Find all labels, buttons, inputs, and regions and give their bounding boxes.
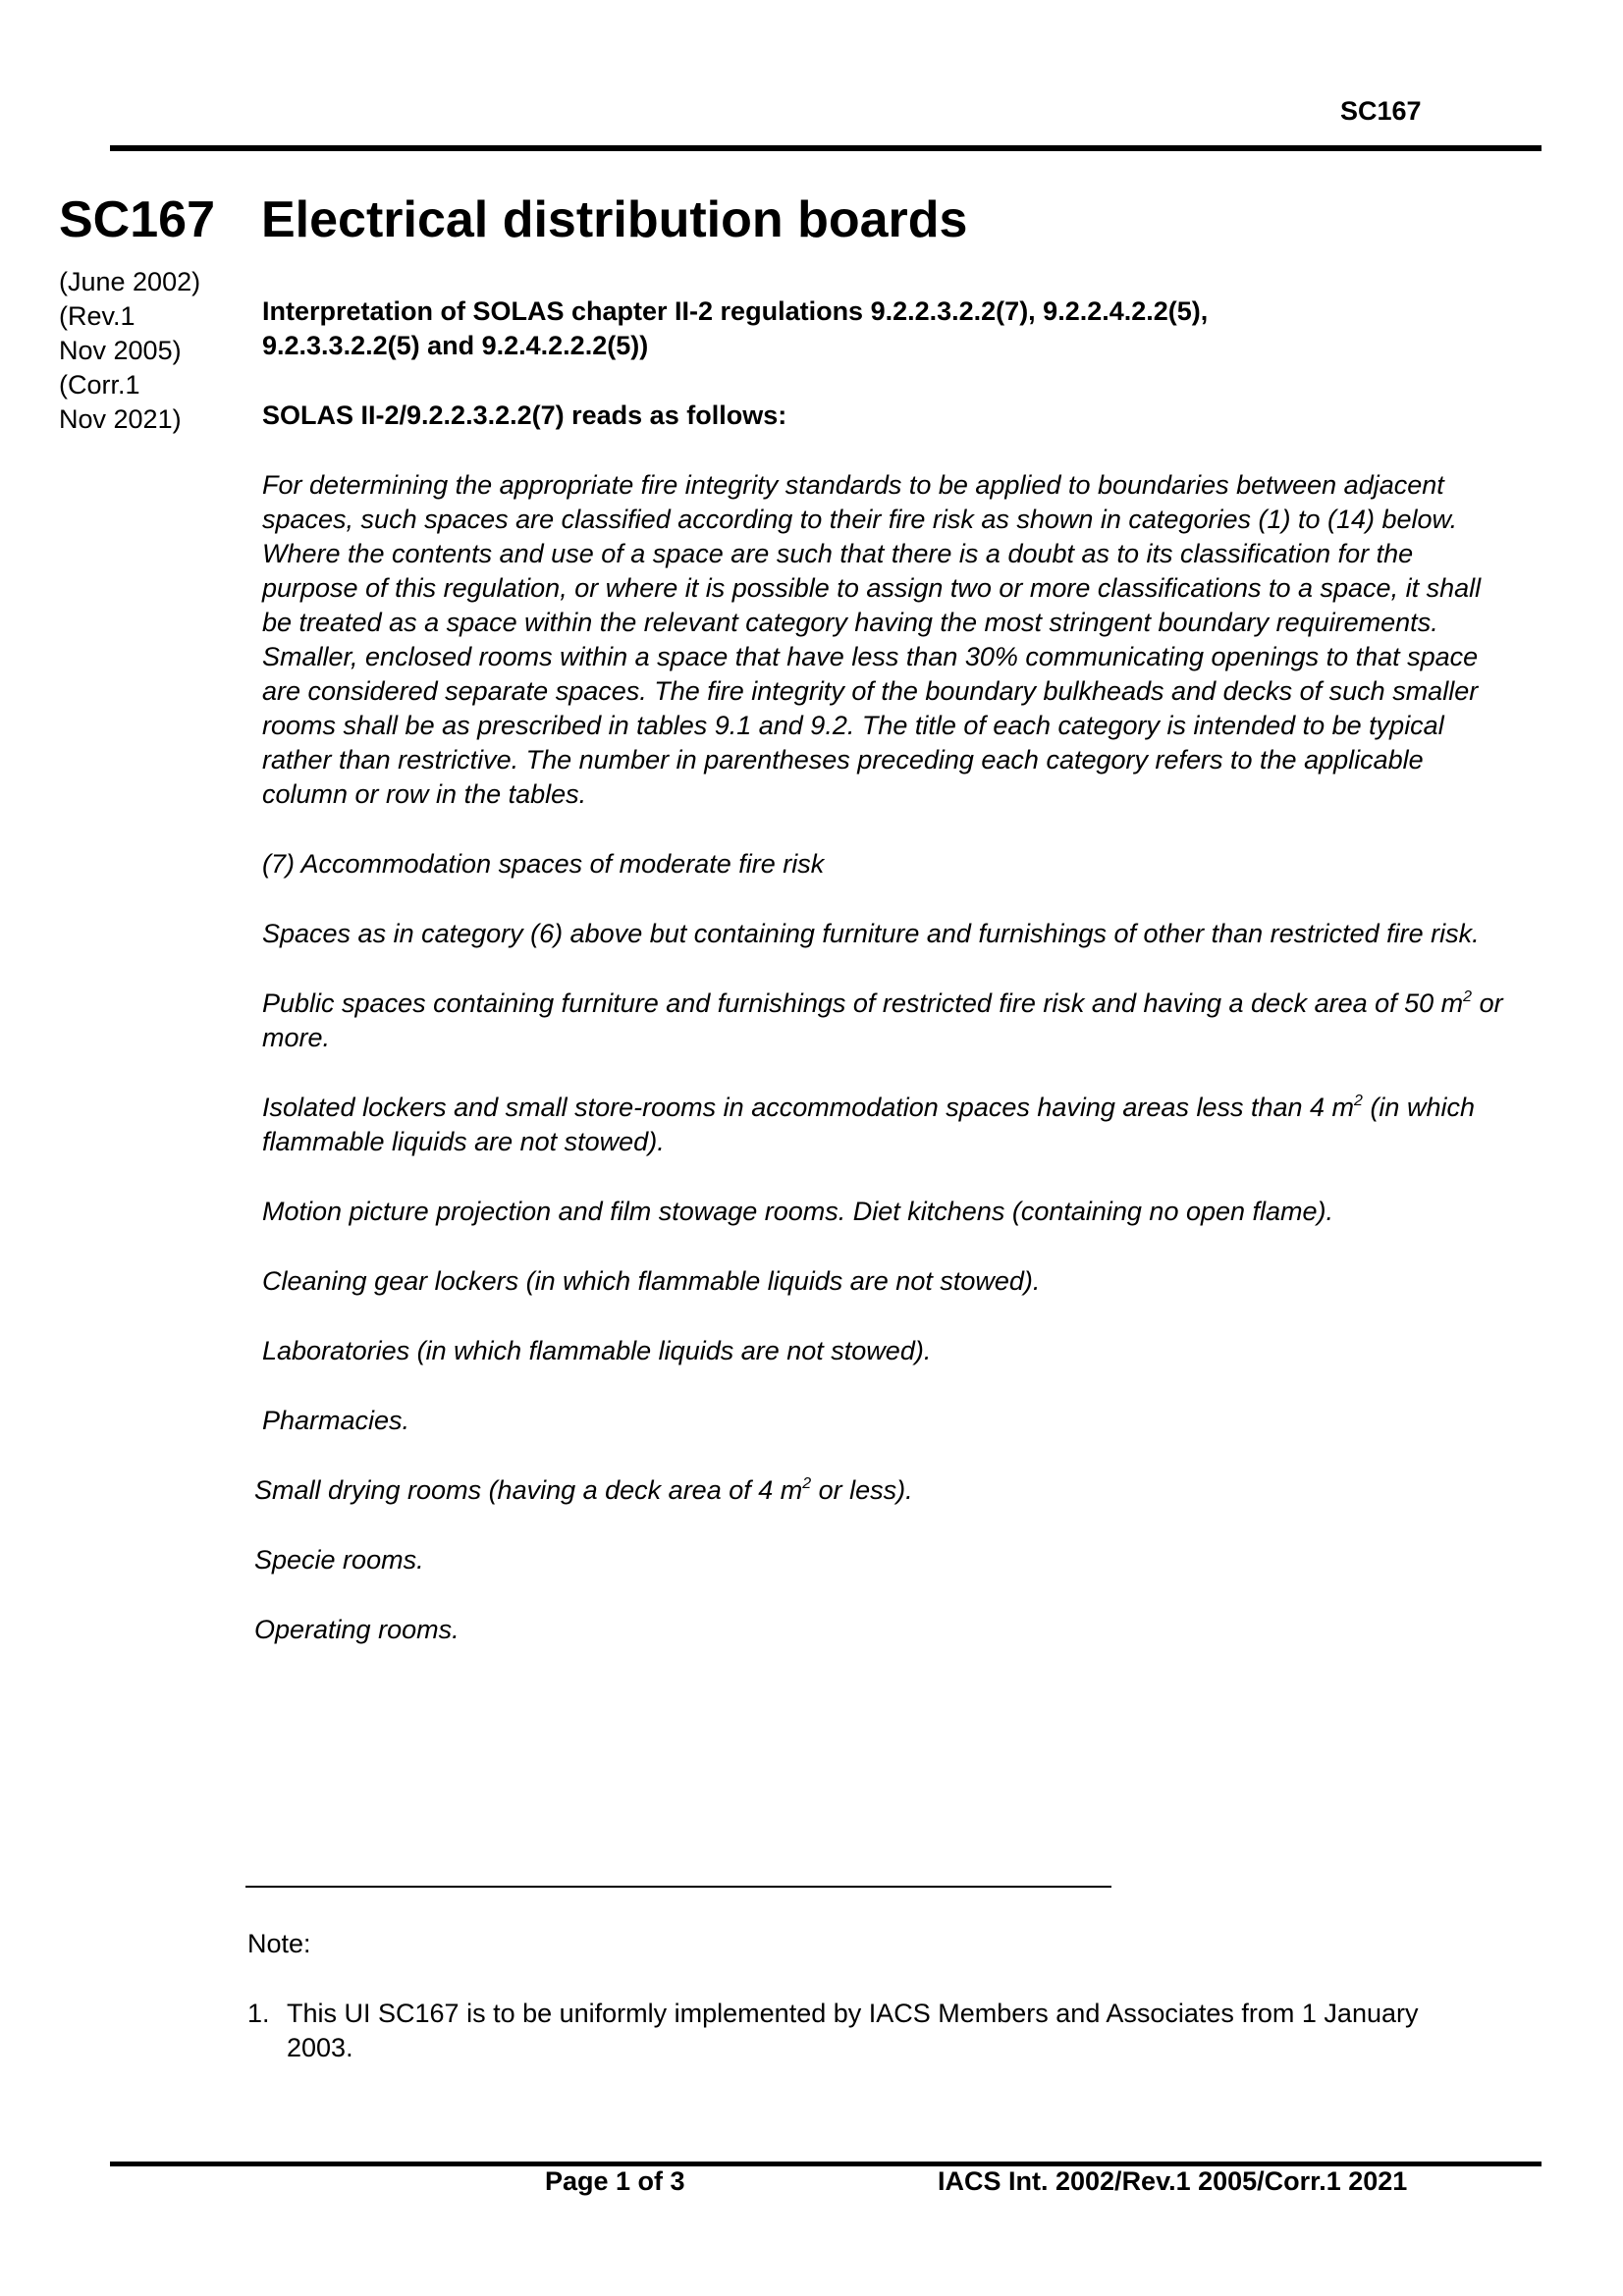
document-reference: IACS Int. 2002/Rev.1 2005/Corr.1 2021 — [938, 2166, 1408, 2196]
category-item: Isolated lockers and small store-rooms in accommodation spaces having areas less than 4 $m^2$ (in which flammable liquids are not stowed). — [262, 1093, 1475, 1156]
interpretation-heading — [262, 294, 1504, 363]
category-item: Laboratories (in which flammable liquids are not stowed). — [262, 1336, 932, 1365]
interpretation-line-2: 9.2.3.3.2.2(5) and 9.2.4.2.2.2(5)) — [262, 331, 649, 360]
category-item: Pharmacies. — [262, 1406, 410, 1435]
interpretation-line-1: Interpretation of SOLAS chapter II-2 regulations 9.2.2.3.2.2(7), 9.2.2.4.2.2(5), — [262, 296, 1209, 326]
category-item: Public spaces containing furniture and furnishings of restricted fire risk and having a deck area of 50 $m^2$ or more. — [262, 988, 1503, 1052]
category-item: Operating rooms. — [254, 1615, 460, 1644]
note-number: 1. — [247, 1999, 270, 2028]
revision-line: (June 2002) — [59, 267, 201, 296]
note-text: This UI SC167 is to be uniformly implemented by IACS Members and Associates from 1 January 2003. — [287, 1999, 1419, 2062]
main-content — [254, 294, 1504, 1647]
footnote-rule — [245, 1886, 1111, 1888]
revision-line: Nov 2021) — [59, 404, 182, 434]
revision-line: Nov 2005) — [59, 336, 182, 365]
category-item: Spaces as in category (6) above but containing furniture and furnishings of other than restricted fire risk. — [262, 919, 1480, 948]
document-code: SC167 — [59, 191, 215, 248]
revision-line: (Corr.1 — [59, 370, 140, 400]
document-title: Electrical distribution boards — [261, 191, 968, 248]
header-rule — [110, 145, 1542, 151]
category-title: (7) Accommodation spaces of moderate fire risk — [262, 849, 825, 879]
revision-history — [59, 265, 200, 437]
category-item: Cleaning gear lockers (in which flammable liquids are not stowed). — [262, 1266, 1041, 1296]
category-item: Small drying rooms (having a deck area of 4 $m^2$ or less). — [254, 1475, 913, 1505]
solas-heading: SOLAS II-2/9.2.2.3.2.2(7) reads as follows: — [262, 400, 787, 430]
page-number: Page 1 of 3 — [545, 2166, 685, 2196]
category-item: Motion picture projection and film stowage rooms. Diet kitchens (containing no open flame). — [262, 1197, 1334, 1226]
regulation-quote: For determining the appropriate fire integrity standards to be applied to boundaries between adjacent spaces, such spaces are classified according to their fire risk as shown in categories (1) to (14) below. Where the contents and use of a space are such that there is a doubt as to its classification for the purpose of this regulation, or where it is possible to assign two or more classifications to a space, it shall be treated as a space within the relevant category having the most stringent boundary requirements. Smaller, enclosed rooms within a space that have less than 30% communicating openings to that space are considered separate spaces. The fire integrity of the boundary bulkheads and decks of such smaller rooms shall be as prescribed in tables 9.1 and 9.2. The title of each category is intended to be typical rather than restrictive. The number in parentheses preceding each category refers to the applicable column or row in the tables. — [262, 470, 1482, 809]
category-item: Specie rooms. — [254, 1545, 424, 1575]
header-code: SC167 — [1340, 96, 1422, 126]
revision-line: (Rev.1 — [59, 301, 135, 331]
note-item — [247, 1997, 1485, 2065]
note-label: Note: — [247, 1929, 311, 1958]
